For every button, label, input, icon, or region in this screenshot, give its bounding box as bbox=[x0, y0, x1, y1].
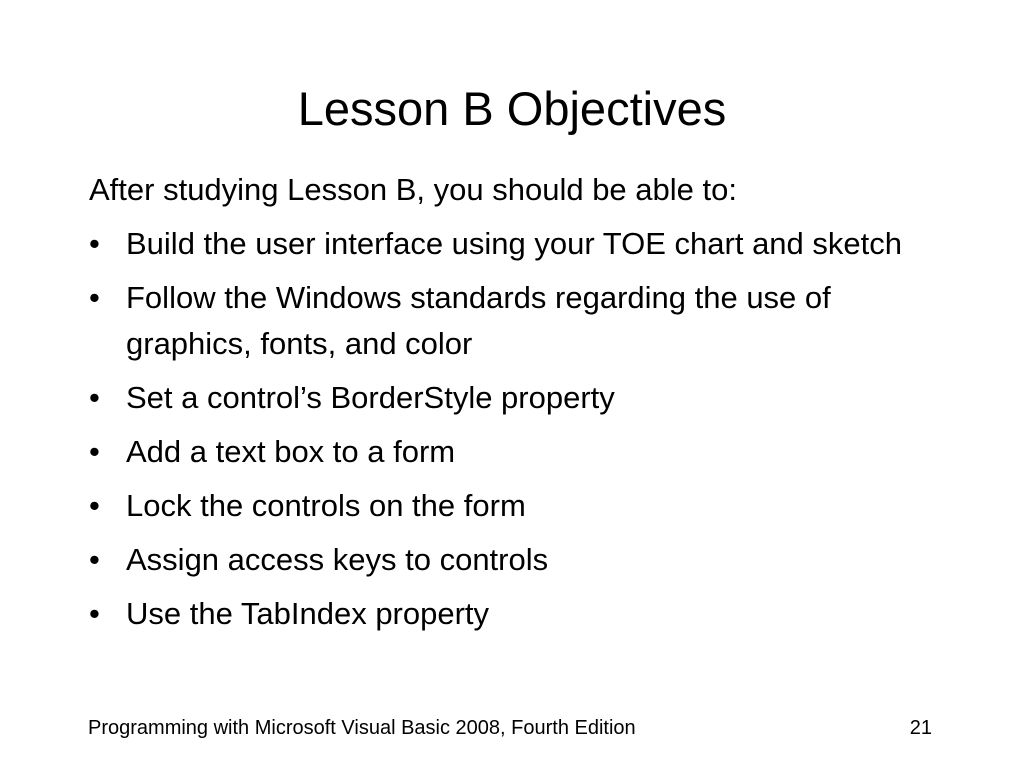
page-number: 21 bbox=[909, 717, 932, 739]
list-item bbox=[89, 429, 949, 475]
list-item-text: Follow the Windows standards regarding the use of graphics, fonts, and color bbox=[126, 280, 831, 361]
bullet-icon: • bbox=[89, 280, 100, 315]
list-item bbox=[89, 591, 949, 637]
bullet-icon: • bbox=[89, 380, 100, 415]
list-item bbox=[89, 275, 949, 367]
list-item bbox=[89, 483, 949, 529]
list-item-text: Add a text box to a form bbox=[126, 434, 456, 469]
objectives-list bbox=[89, 221, 949, 637]
bullet-icon: • bbox=[89, 226, 100, 261]
slide-body bbox=[89, 167, 949, 645]
list-item bbox=[89, 221, 949, 267]
bullet-icon: • bbox=[89, 488, 100, 523]
list-item bbox=[89, 537, 949, 583]
list-item-text: Build the user interface using your TOE chart and sketch bbox=[126, 226, 902, 261]
footer-book-title: Programming with Microsoft Visual Basic 2008, Fourth Edition bbox=[88, 717, 636, 739]
bullet-icon: • bbox=[89, 542, 100, 577]
bullet-icon: • bbox=[89, 596, 100, 631]
list-item-text: Set a control’s BorderStyle property bbox=[126, 380, 615, 415]
list-item-text: Use the TabIndex property bbox=[126, 596, 490, 631]
list-item-text: Lock the controls on the form bbox=[126, 488, 526, 523]
list-item-text: Assign access keys to controls bbox=[126, 542, 549, 577]
bullet-icon: • bbox=[89, 434, 100, 469]
intro-text: After studying Lesson B, you should be able to: bbox=[89, 172, 737, 207]
slide-title: Lesson B Objectives bbox=[297, 82, 727, 135]
list-item bbox=[89, 375, 949, 421]
